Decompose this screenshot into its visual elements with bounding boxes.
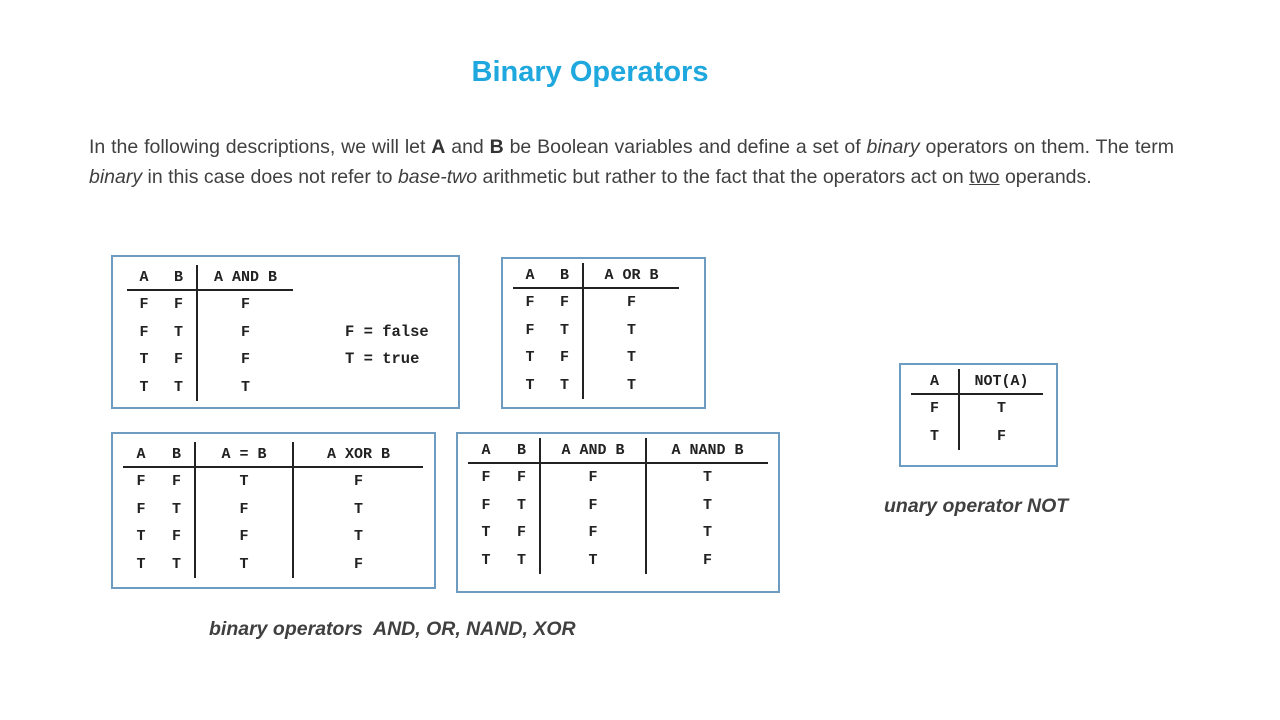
table-row <box>468 547 768 575</box>
cell: T <box>626 349 636 367</box>
cell: T <box>702 496 712 514</box>
table-row <box>123 467 423 496</box>
not-truth-table-box <box>899 363 1058 467</box>
cell: F <box>504 463 540 492</box>
table-row <box>911 394 1043 423</box>
cell: T <box>240 378 250 396</box>
cell: F <box>159 467 195 496</box>
cell: F <box>481 496 491 514</box>
table-row <box>513 317 679 345</box>
cell: F <box>195 496 293 524</box>
table-row <box>127 319 293 347</box>
header-and: A AND B <box>540 438 646 463</box>
cell: T <box>139 378 149 396</box>
cell: F <box>547 288 583 317</box>
underlined-two: two <box>969 166 1000 188</box>
emphasis-binary: binary <box>866 136 920 158</box>
cell: T <box>626 321 636 339</box>
header-a: A <box>123 442 159 467</box>
cell: F <box>195 523 293 551</box>
header-a: A <box>513 263 547 288</box>
cell: T <box>159 551 195 579</box>
table-row <box>468 492 768 520</box>
table-row <box>513 288 679 317</box>
legend-false: F = false <box>345 323 429 341</box>
cell: T <box>540 547 646 575</box>
cell: T <box>139 351 149 369</box>
cell: F <box>139 323 149 341</box>
cell: F <box>547 344 583 372</box>
header-result: A XOR B <box>293 442 423 467</box>
header-b: B <box>159 442 195 467</box>
cell: F <box>353 555 363 573</box>
cell: T <box>547 372 583 400</box>
and-truth-table <box>127 265 293 401</box>
cell: T <box>504 492 540 520</box>
intro-text: operands. <box>999 166 1092 188</box>
var-b: B <box>489 136 504 158</box>
cell: F <box>159 523 195 551</box>
cell: F <box>136 500 146 518</box>
slide-title: Binary Operators <box>471 56 709 88</box>
cell: F <box>161 290 197 319</box>
header-equal: A = B <box>195 442 293 467</box>
table-row <box>127 346 293 374</box>
header-result: NOT(A) <box>959 369 1043 394</box>
cell: T <box>195 467 293 496</box>
xor-truth-table <box>123 442 423 578</box>
intro-text: operators on them. The term <box>919 136 1174 158</box>
xor-truth-table-box <box>111 432 436 589</box>
intro-text: In the following descriptions, we will let <box>89 136 432 158</box>
nand-truth-table-box <box>456 432 780 593</box>
intro-text: arithmetic but rather to the fact that the operators act on <box>477 166 970 188</box>
cell: F <box>525 294 535 312</box>
cell: F <box>540 492 646 520</box>
header-b: B <box>504 438 540 463</box>
cell: T <box>547 317 583 345</box>
or-truth-table <box>513 263 679 399</box>
var-a: A <box>431 136 446 158</box>
cell: T <box>996 400 1006 418</box>
cell: T <box>911 423 959 451</box>
cell: T <box>702 469 712 487</box>
cell: F <box>626 294 636 312</box>
table-row <box>123 523 423 551</box>
cell: F <box>996 427 1006 445</box>
cell: T <box>481 551 491 569</box>
header-b: B <box>547 263 583 288</box>
binary-caption: binary operators AND, OR, NAND, XOR <box>209 618 576 640</box>
cell: F <box>525 321 535 339</box>
or-truth-table-box <box>501 257 706 409</box>
cell: F <box>540 463 646 492</box>
cell: F <box>161 346 197 374</box>
truth-legend <box>345 319 429 373</box>
cell: F <box>702 551 712 569</box>
cell: F <box>139 296 149 314</box>
table-row <box>513 372 679 400</box>
cell: F <box>911 394 959 423</box>
cell: T <box>504 547 540 575</box>
table-row <box>468 519 768 547</box>
cell: T <box>525 349 535 367</box>
cell: F <box>504 519 540 547</box>
nand-truth-table <box>468 438 768 574</box>
intro-text: in this case does not refer to <box>142 166 398 188</box>
cell: T <box>525 376 535 394</box>
emphasis-base-two: base-two <box>397 166 478 188</box>
header-result: A NAND B <box>646 438 768 463</box>
table-row <box>123 551 423 579</box>
table-row <box>127 290 293 319</box>
unary-caption: unary operator NOT <box>884 495 1069 517</box>
cell: T <box>353 500 363 518</box>
cell: F <box>136 473 146 491</box>
table-row <box>123 496 423 524</box>
cell: F <box>240 296 250 314</box>
cell: T <box>159 496 195 524</box>
intro-text: be Boolean variables and define a set of <box>503 136 867 158</box>
table-row <box>127 374 293 402</box>
header-a: A <box>911 369 959 394</box>
intro-text: and <box>445 136 490 158</box>
emphasis-binary: binary <box>89 166 143 188</box>
cell: T <box>161 374 197 402</box>
and-truth-table-box <box>111 255 460 409</box>
table-row <box>468 463 768 492</box>
table-row <box>513 344 679 372</box>
cell: T <box>195 551 293 579</box>
cell: F <box>481 469 491 487</box>
cell: T <box>161 319 197 347</box>
cell: T <box>136 555 146 573</box>
header-result: A AND B <box>197 265 293 290</box>
header-b: B <box>161 265 197 290</box>
cell: F <box>540 519 646 547</box>
not-truth-table <box>911 369 1043 450</box>
cell: F <box>240 323 250 341</box>
header-a: A <box>468 438 504 463</box>
cell: F <box>353 473 363 491</box>
cell: T <box>353 528 363 546</box>
cell: F <box>240 351 250 369</box>
intro-paragraph <box>89 132 1174 192</box>
cell: T <box>626 376 636 394</box>
header-a: A <box>127 265 161 290</box>
header-result: A OR B <box>583 263 679 288</box>
cell: T <box>136 528 146 546</box>
legend-true: T = true <box>345 350 420 368</box>
cell: T <box>481 524 491 542</box>
cell: T <box>702 524 712 542</box>
table-row <box>911 423 1043 451</box>
